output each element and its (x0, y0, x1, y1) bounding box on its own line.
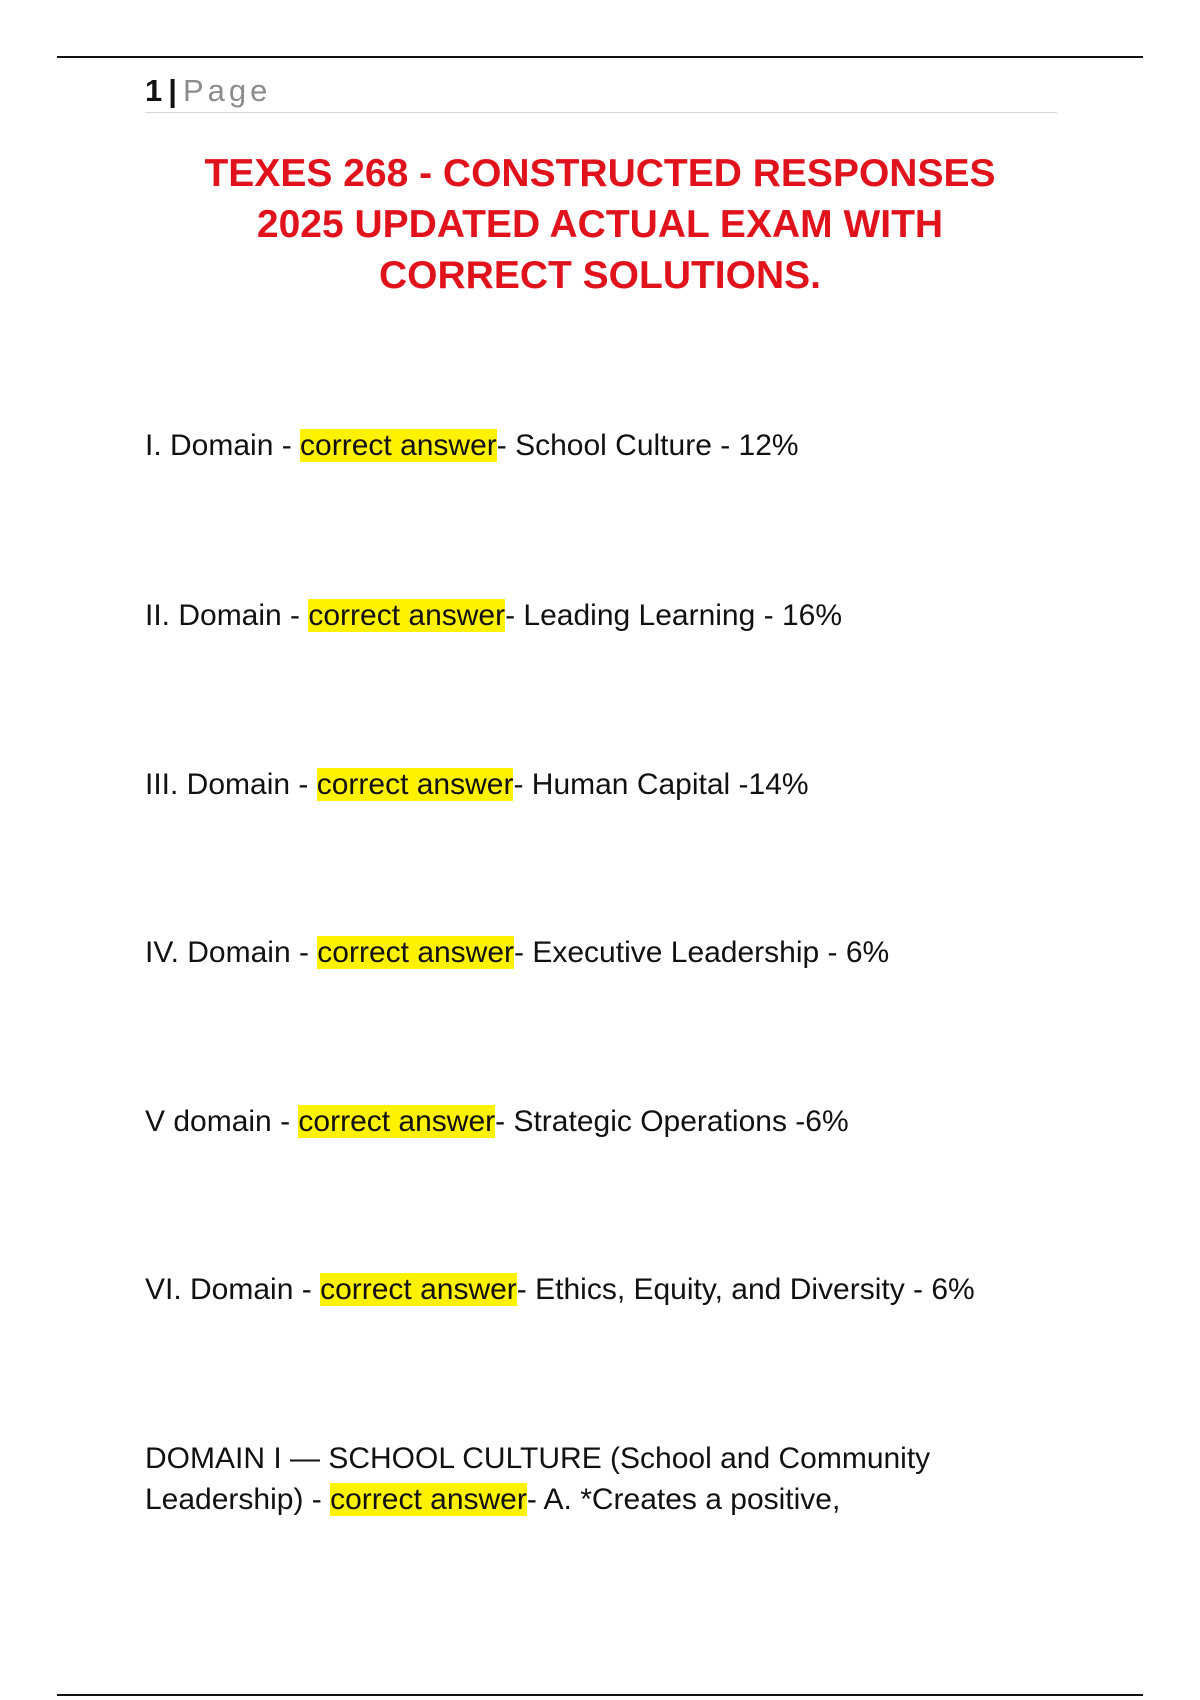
correct-answer-marker: correct answer (317, 936, 515, 969)
title-line: TEXES 268 - CONSTRUCTED RESPONSES (204, 152, 996, 195)
correct-answer-marker: correct answer (330, 1483, 527, 1516)
page-label: Page (182, 73, 272, 108)
bottom-rule (57, 1694, 1143, 1696)
qa-prompt: IV. Domain - (145, 936, 318, 969)
page-separator: | (168, 73, 177, 108)
qa-prompt-continued: Leadership) - (145, 1483, 331, 1516)
qa-prompt: II. Domain - (145, 599, 309, 632)
qa-prompt: I. Domain - (145, 429, 301, 462)
correct-answer-marker: correct answer (300, 429, 497, 462)
qa-answer: - School Culture - 12% (496, 429, 799, 462)
qa-item-domain-4 (145, 932, 889, 973)
qa-item-domain-3 (145, 764, 809, 805)
qa-item-domain-1-detail (145, 1438, 930, 1520)
title-line: CORRECT SOLUTIONS. (378, 254, 821, 297)
qa-answer: - Human Capital -14% (513, 768, 809, 801)
qa-item-domain-6 (145, 1269, 975, 1310)
qa-answer: - Strategic Operations -6% (495, 1105, 849, 1138)
qa-answer: - A. *Creates a positive, (526, 1483, 841, 1516)
correct-answer-marker: correct answer (316, 768, 514, 801)
top-rule (57, 56, 1143, 58)
qa-prompt: VI. Domain - (145, 1273, 321, 1306)
correct-answer-marker: correct answer (298, 1105, 496, 1138)
page-number: 1 (145, 73, 163, 108)
qa-item-domain-1 (145, 425, 799, 466)
title-line: 2025 UPDATED ACTUAL EXAM WITH (256, 203, 944, 246)
page-header (145, 72, 1057, 113)
qa-answer: - Executive Leadership - 6% (514, 936, 890, 969)
qa-prompt: III. Domain - (145, 768, 317, 801)
document-title (100, 148, 1100, 301)
qa-prompt: DOMAIN I — SCHOOL CULTURE (School and Community (145, 1442, 931, 1475)
correct-answer-marker: correct answer (308, 599, 506, 632)
qa-answer: - Leading Learning - 16% (505, 599, 843, 632)
correct-answer-marker: correct answer (320, 1273, 517, 1306)
qa-prompt: V domain - (145, 1105, 299, 1138)
qa-item-domain-2 (145, 595, 842, 636)
qa-item-domain-5 (145, 1101, 849, 1142)
qa-answer: - Ethics, Equity, and Diversity - 6% (516, 1273, 975, 1306)
